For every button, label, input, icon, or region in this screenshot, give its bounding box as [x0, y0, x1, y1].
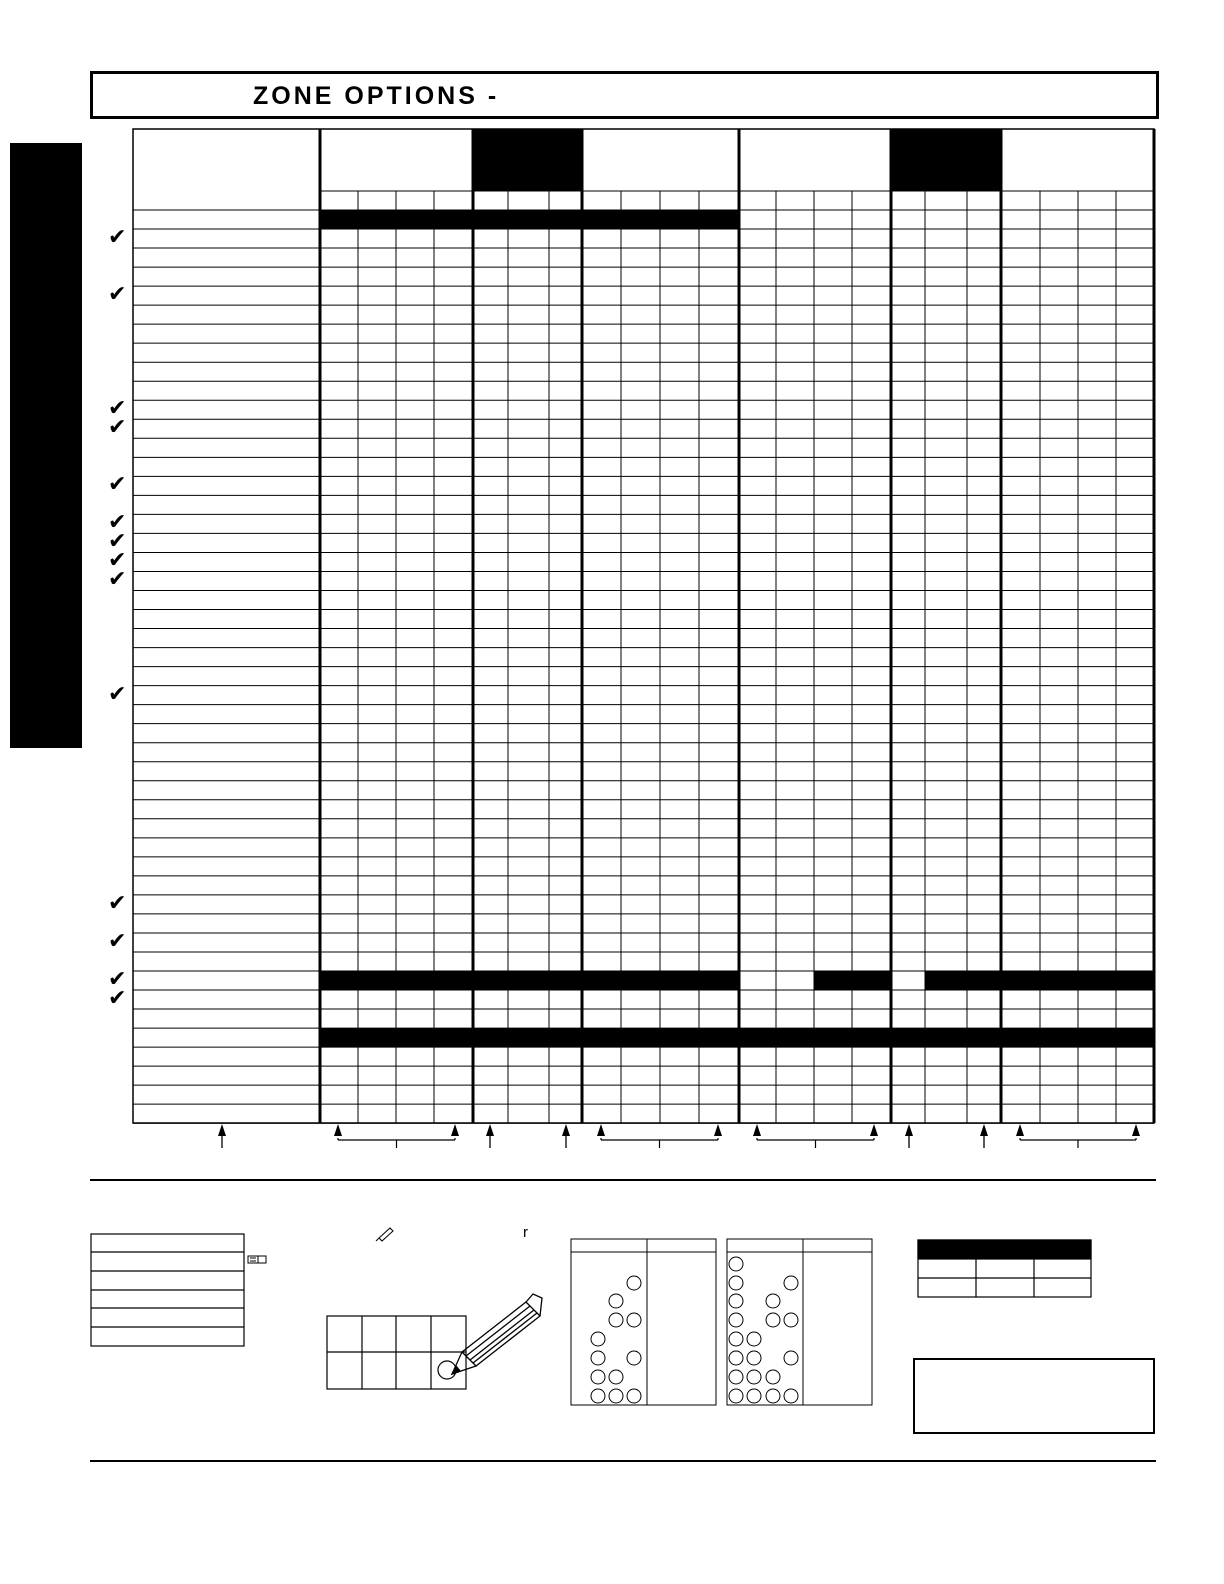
check-mark-icon: ✔: [108, 986, 127, 1012]
check-mark-icon: ✔: [108, 396, 127, 422]
bubble-pattern-panel-1: [571, 1239, 716, 1405]
check-mark-icon: ✔: [108, 529, 127, 555]
fill-in-example-grid: [327, 1316, 466, 1389]
check-mark-icon: ✔: [108, 928, 127, 954]
bubble-pattern-panel-2: [727, 1239, 872, 1405]
pencil-caption-letter: r: [523, 1224, 528, 1241]
check-mark-icon: ✔: [108, 225, 127, 251]
page-title: ZONE OPTIONS -: [253, 82, 500, 110]
pencil-icon: [376, 1228, 393, 1241]
pointing-hand-icon: [248, 1256, 266, 1263]
check-mark-icon: ✔: [108, 548, 127, 574]
check-mark-icon: ✔: [108, 282, 127, 308]
partition-table: [918, 1240, 1091, 1297]
entry-list-table: [91, 1234, 244, 1346]
check-mark-icon: ✔: [108, 415, 127, 441]
check-mark-icon: ✔: [108, 890, 127, 916]
check-mark-icon: ✔: [108, 510, 127, 536]
check-mark-icon: ✔: [108, 472, 127, 498]
check-mark-icon: ✔: [108, 567, 127, 593]
check-mark-icon: ✔: [108, 681, 127, 707]
note-box: [914, 1359, 1154, 1433]
check-mark-icon: ✔: [108, 967, 127, 992]
